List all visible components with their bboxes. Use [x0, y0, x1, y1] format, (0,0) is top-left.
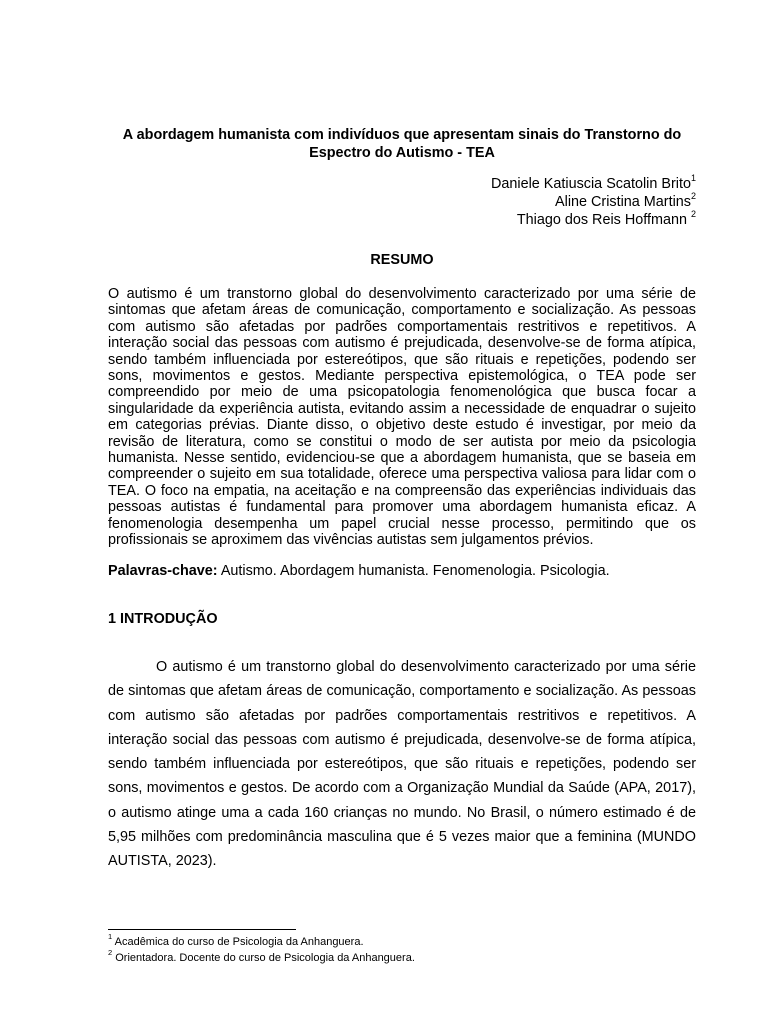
footnote-mark: 1 — [690, 173, 696, 184]
footnote-mark: 2 — [690, 209, 696, 220]
footnote-item — [108, 934, 696, 950]
abstract-text: O autismo é um transtorno global do desenvolvimento caracterizado por uma série de sintomas que afetam áreas de comunicação, comportamento e socialização. As pessoas com autismo são afetadas por padrões comportamentais restritivos e repetitivos. A interação social das pessoas com autismo é prejudicada, desenvolve-se de forma atípica, sendo também influenciada por estereótipos, que são rituais e repetições, podendo ser sons, movimentos e gestos. Mediante perspectiva epistemológica, o TEA pode ser compreendido por meio de uma psicopatologia fenomenológica que busca focar a singularidade da experiência autista, evitando assim a necessidade de enquadrar o sujeito em categorias prévias. Diante disso, o objetivo deste estudo é investigar, por meio da revisão de literatura, como se constitui o modo de ser autista por meio da psicologia humanista. Nesse sentido, evidenciou-se que a abordagem humanista, que se baseia em compreender o sujeito em sua totalidade, oferece uma perspectiva valiosa para lidar com o TEA. O foco na empatia, na aceitação e na compreensão das experiências individuais das pessoas autistas é fundamental para promover uma abordagem humanista eficaz. A fenomenologia desempenha um papel crucial nesse processo, permitindo que os profissionais se aproximem das vivências autistas sem julgamentos prévios. — [108, 286, 696, 549]
footnote-divider — [108, 929, 296, 930]
document-title: A abordagem humanista com indivíduos que apresentam sinais do Transtorno do Espectro do Autismo - TEA — [122, 127, 682, 161]
author-name: Daniele Katiuscia Scatolin Brito — [491, 176, 691, 192]
keywords-line — [108, 562, 696, 580]
author-list — [296, 175, 696, 229]
footnote-item — [108, 950, 696, 966]
introduction-paragraph: O autismo é um transtorno global do desenvolvimento caracterizado por uma série de sintomas que afetam áreas de comunicação, comportamento e socialização. As pessoas com autismo são afetadas por padrões comportamentais restritivos e repetitivos. A interação social das pessoas com autismo é prejudicada, desenvolve-se de forma atípica, sendo também influenciada por estereótipos, que são rituais e repetições, podendo ser sons, movimentos e gestos. De acordo com a Organização Mundial da Saúde (APA, 2017), o autismo atinge uma a cada 160 crianças no mundo. No Brasil, o número estimado é de 5,95 milhões com predominância masculina que é 5 vezes maior que a feminina (MUNDO AUTISTA, 2023). — [108, 659, 696, 870]
footnote-mark: 2 — [108, 948, 113, 958]
keywords-label: Palavras-chave: — [108, 563, 218, 579]
author-line — [296, 193, 696, 211]
keywords-text: Autismo. Abordagem humanista. Fenomenologia. Psicologia. — [217, 563, 610, 579]
author-name: Aline Cristina Martins — [555, 194, 691, 210]
footnotes — [108, 934, 696, 966]
footnote-mark: 1 — [108, 932, 113, 942]
author-name: Thiago dos Reis Hoffmann — [516, 212, 687, 228]
footnote-mark: 2 — [690, 191, 696, 202]
section-heading-introduction: 1 INTRODUÇÃO — [108, 611, 218, 627]
author-line — [296, 211, 696, 229]
abstract-heading: RESUMO — [370, 252, 434, 268]
footnote-text: Orientadora. Docente do curso de Psicologia da Anhanguera. — [112, 952, 415, 964]
footnote-text: Acadêmica do curso de Psicologia da Anhanguera. — [112, 936, 364, 948]
author-line — [296, 175, 696, 193]
